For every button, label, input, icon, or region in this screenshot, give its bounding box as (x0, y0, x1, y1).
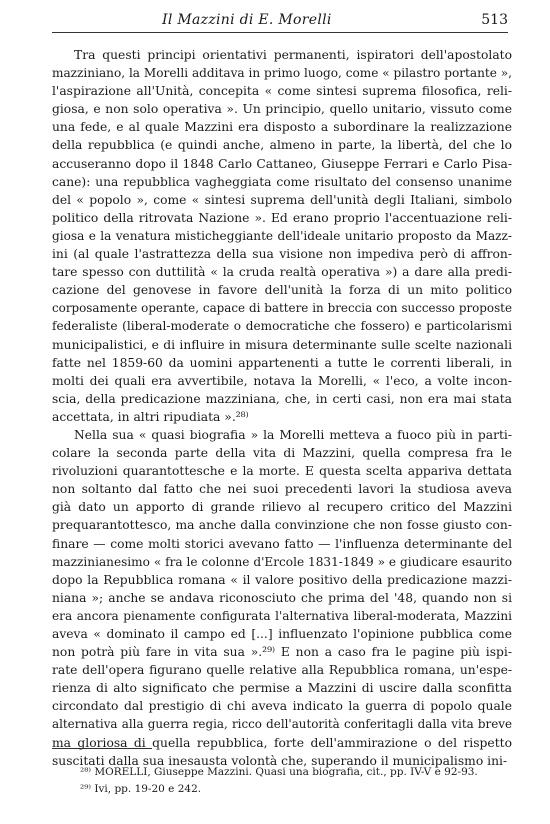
text-line: colare la seconda parte della vita di Mazzini, quella compresa fra le (52, 446, 512, 461)
text-line: scia, della predicazione mazziniana, che, in certi casi, non era mai stata (52, 391, 512, 406)
text-line: corposamente operante, capace di battere in breccia con successo proposte (52, 301, 512, 316)
text-line: ma gloriosa di quella repubblica, forte dell'ammirazione o del rispetto (52, 735, 512, 750)
text-line: niana »; anche se andava riconosciuto che prima del '48, quando non si (52, 590, 512, 605)
paragraph (52, 46, 512, 426)
running-title: Il Mazzini di E. Morelli (162, 12, 332, 28)
text-line: mazzinianesimo « fra le colonne d'Ercole 1831-1849 » e giudicare esaurito (52, 554, 512, 569)
body-text (52, 46, 512, 770)
text-line: mazziniano, la Morelli additava in primo luogo, come « pilastro portante », (52, 66, 512, 81)
footnote: ²⁸⁾ MORELLI, Giuseppe Mazzini. Quasi una biografia, cit., pp. IV-V e 92-93. (80, 766, 478, 778)
text-line: una fede, e al quale Mazzini era disposto a subordinare la realizzazione (52, 120, 512, 135)
text-line: ini (al quale l'astrattezza della sua visione non impediva però di affron- (52, 247, 512, 262)
text-line: dopo la Repubblica romana « il valore positivo della predicazione mazzi- (52, 572, 512, 587)
page-number: 513 (481, 12, 508, 28)
text-line: suscitati dalla sua inesausta volontà che, superando il municipalismo ini- (52, 753, 508, 768)
text-line: Nella sua « quasi biografia » la Morelli metteva a fuoco più in parti- (74, 427, 512, 442)
text-line: tare spesso con duttilità « la cruda realtà operativa ») a dare alla predi- (52, 265, 512, 280)
text-line: cazione del genovese in favore dell'unità la forza di un mito politico (52, 283, 512, 298)
text-line: alternativa alla guerra regia, ricco dell'autorità conferitagli dalla vita breve (52, 717, 512, 732)
text-line: federaliste (liberal-moderate o democratiche che fossero) e particolarismi (52, 319, 512, 334)
text-line: della repubblica (e quindi anche, almeno in parte, la libertà, del che lo (52, 138, 512, 153)
text-line: non soltanto dal fatto che nei suoi precedenti lavori la studiosa aveva (52, 482, 512, 497)
text-line: prequarantottesco, ma anche dalla convinzione che non fosse giusto con- (52, 518, 512, 533)
text-line: municipalistici, e di influire in misura determinante sulle scelte nazionali (52, 337, 512, 352)
footnotes (52, 764, 512, 798)
text-line: finare — come molti storici avevano fatto — l'influenza determinante del (52, 536, 512, 551)
text-line: rienza di alto significato che permise a Mazzini di uscire dalla sconfitta (52, 681, 512, 696)
text-line: già dato un apporto di grande rilievo al recupero critico del Mazzini (52, 500, 512, 515)
text-line: aveva « dominato il campo ed [...] influenzato l'opinione pubblica come (52, 627, 512, 641)
text-line: non potrà più fare in vita sua ».²⁹⁾ E non a caso fra le pagine più ispi- (52, 645, 512, 660)
text-line: era ancora pienamente configurata l'alternativa liberal-moderata, Mazzini (52, 608, 512, 623)
text-line: molti dei quali era avvertibile, notava la Morelli, « l'eco, a volte incon- (52, 373, 512, 388)
text-line: giosa, e non solo operativa ». Un principio, quello unitario, vissuto come (52, 102, 512, 117)
text-line: del « popolo », come « sintesi suprema dell'unità degli Italiani, simbolo (52, 192, 512, 207)
text-line: cane): una repubblica vagheggiata come risultato del consenso unanime (52, 174, 512, 189)
text-line: accuseranno dopo il 1848 Carlo Cattaneo, Giuseppe Ferrari e Carlo Pisa- (52, 156, 512, 171)
footnote-divider (52, 748, 152, 749)
text-line: politico della ritrovata Nazione ». Ed erano proprio l'accentuazione reli- (52, 210, 512, 225)
text-line: Tra questi principi orientativi permanenti, ispiratori dell'apostolato (74, 48, 512, 62)
text-line: giosa e la venatura misticheggiante dell'ideale unitario proposto da Mazz- (52, 228, 512, 243)
paragraph (52, 426, 512, 770)
running-header (52, 10, 508, 33)
footnote: ²⁹⁾ Ivi, pp. 19-20 e 242. (80, 783, 202, 795)
text-line: rate dell'opera figurano quelle relative alla Repubblica romana, un'espe- (52, 663, 512, 678)
text-line: accettata, in altri ripudiata ».²⁸⁾ (52, 409, 249, 424)
text-line: circondato dal prestigio di chi aveva indicato la guerra di popolo quale (52, 699, 512, 714)
text-line: l'aspirazione all'Unità, concepita « come sintesi suprema filosofica, reli- (52, 84, 512, 99)
text-line: fatte nel 1859-60 da uomini appartenenti a tutte le correnti liberali, in (52, 355, 512, 370)
text-line: rivoluzioni quarantottesche e la morte. E questa scelta appariva dettata (52, 464, 512, 479)
